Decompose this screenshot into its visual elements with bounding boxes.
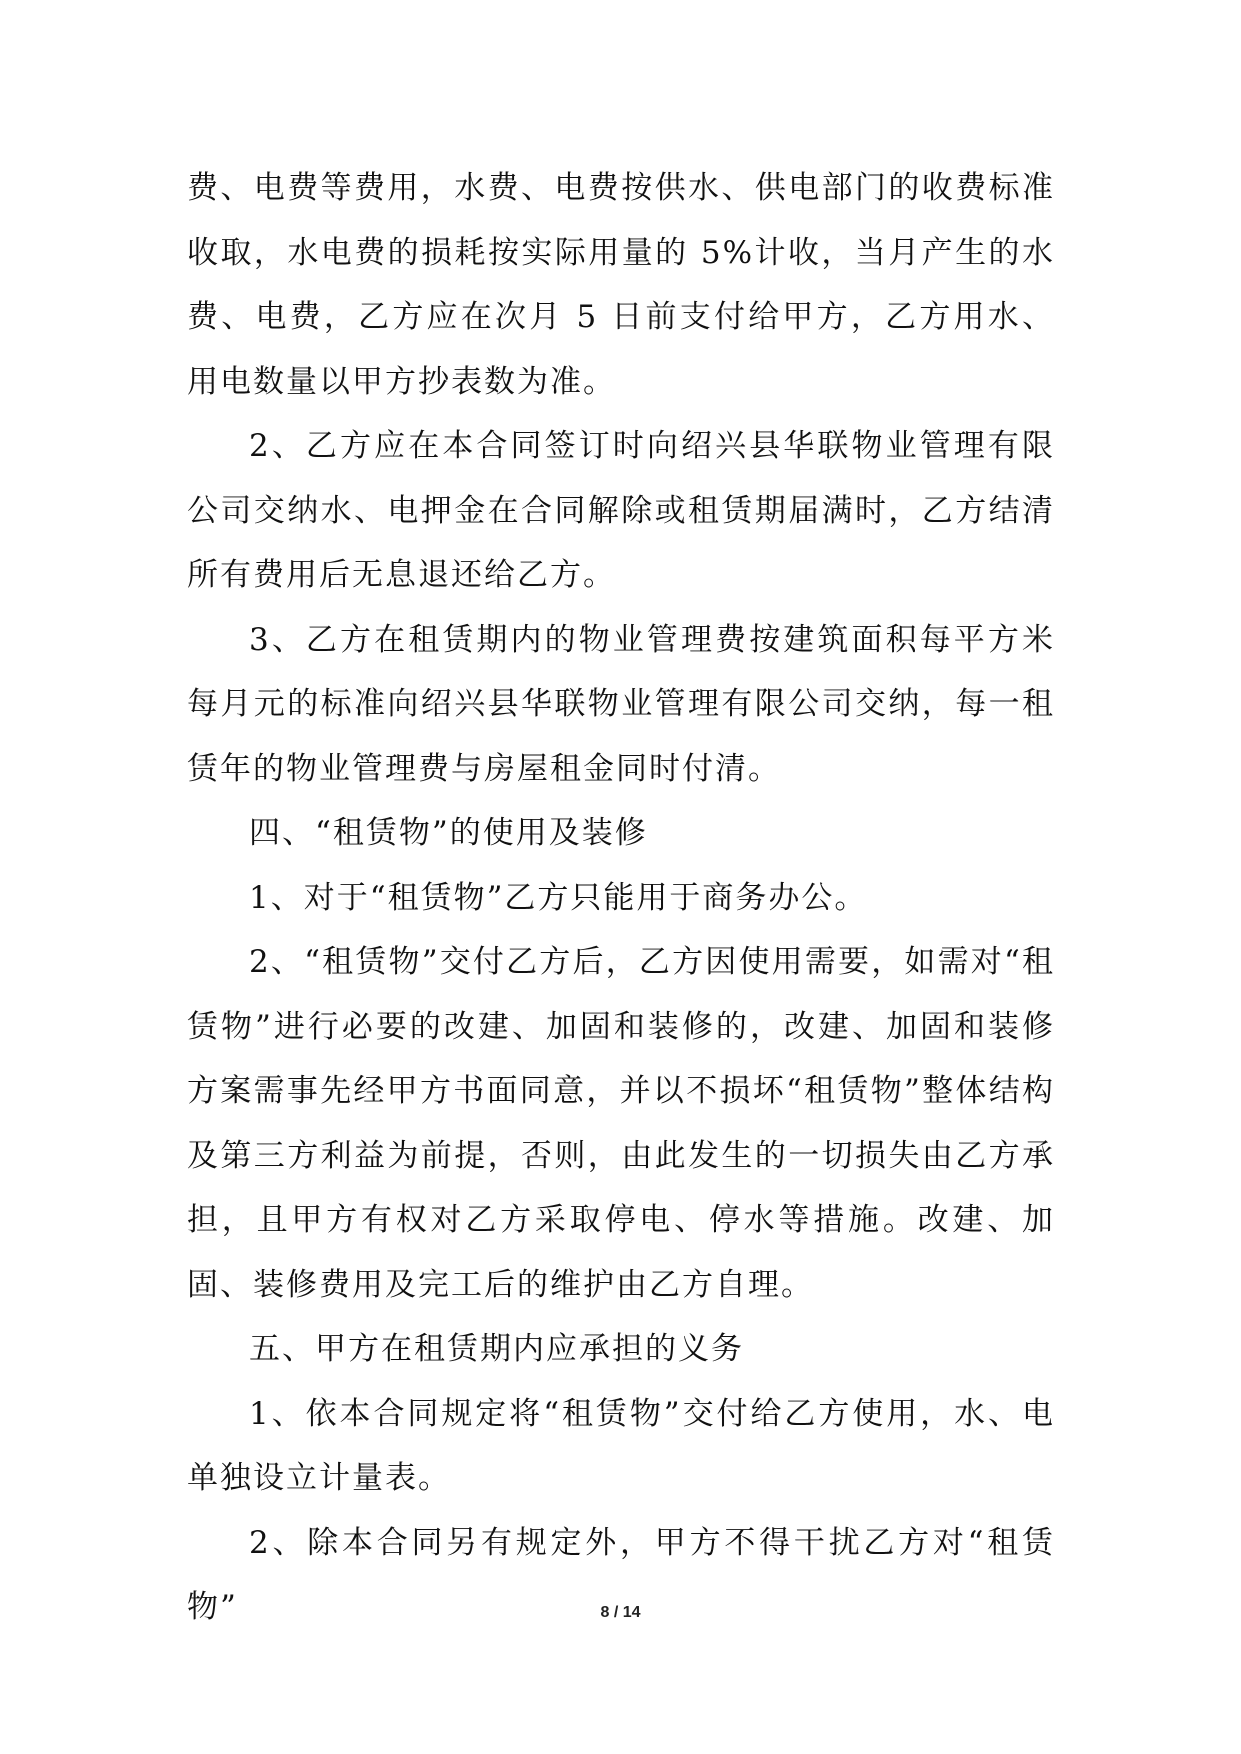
- paragraph-non-interference: 2、除本合同另有规定外，甲方不得干扰乙方对“租赁物”: [187, 1524, 1055, 1625]
- page-number: 8 / 14: [600, 1604, 641, 1621]
- section-heading-use-and-renovation: 四、“租赁物”的使用及装修: [249, 815, 648, 851]
- document-body: [187, 156, 1055, 1640]
- paragraph-property-management-fee: 3、乙方在租赁期内的物业管理费按建筑面积每平方米每月元的标准向绍兴县华联物业管理有限公司交纳，每一租赁年的物业管理费与房屋租金同时付清。: [187, 621, 1055, 787]
- paragraph-renovation: 2、“租赁物”交付乙方后，乙方因使用需要，如需对“租赁物”进行必要的改建、加固和装修的，改建、加固和装修方案需事先经甲方书面同意，并以不损坏“租赁物”整体结构及第三方利益为前提，否则，由此发生的一切损失由乙方承担，且甲方有权对乙方采取停电、停水等措施。改建、加固、装修费用及完工后的维护由乙方自理。: [187, 944, 1055, 1303]
- paragraph-deposit: 2、乙方应在本合同签订时向绍兴县华联物业管理有限公司交纳水、电押金在合同解除或租赁期届满时，乙方结清所有费用后无息退还给乙方。: [187, 428, 1055, 593]
- paragraph-delivery-and-meters: 1、依本合同规定将“租赁物”交付给乙方使用，水、电单独设立计量表。: [187, 1395, 1055, 1496]
- paragraph-water-electric-fees: 费、电费等费用，水费、电费按供水、供电部门的收费标准收取，水电费的损耗按实际用量的 5%计收，当月产生的水费、电费，乙方应在次月 5 日前支付给甲方，乙方用水、用电数量以甲方抄表数为准。: [187, 170, 1055, 400]
- section-heading-party-a-obligations: 五、甲方在租赁期内应承担的义务: [249, 1331, 744, 1367]
- paragraph-usage-purpose: 1、对于“租赁物”乙方只能用于商务办公。: [249, 879, 868, 916]
